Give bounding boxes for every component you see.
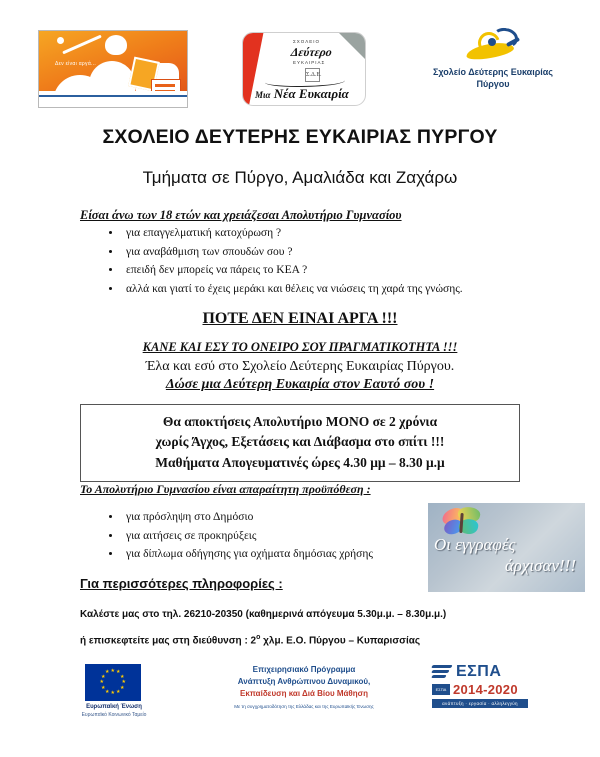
illustration-shape-head [105,35,127,55]
second-chance-card-logo [242,32,366,106]
espa-wordmark-row [432,663,537,681]
info-box-line-3: Μαθήματα Απογευματινές ώρες 4.30 μμ – 8.30 μ.μ [155,454,445,470]
espa-years: 2014-2020 [453,682,518,697]
figure-head [488,38,496,46]
card-script-text [255,86,363,102]
registrations-text [434,535,584,576]
illustration-slogan: Δεν είναι αργά... [55,61,97,67]
list-item: • για αναβάθμιση των σπουδών σου ? [122,243,552,262]
eu-caption [73,703,155,720]
card-top-label: ΣΧΟΛΕΙΟ [293,39,320,44]
programme-fine-print: Με τη συγχρηματοδότηση της Ελλάδας και της Ευρωπαϊκής Ένωσης [234,704,374,709]
lead-bullet-list [100,224,552,299]
slogan-never-too-late: ΠΟΤΕ ΔΕΝ ΕΙΝΑΙ ΑΡΓΑ !!! [202,310,398,327]
programme-line-2: Ανάπτυξη Ανθρώπινου Δυναμικού, [237,677,371,686]
eu-caption-line-1: Ευρωπαϊκή Ένωση [86,704,142,710]
contact-heading: Για περισσότερες πληροφορίες : [80,576,283,591]
contact-address-rest: χλμ. Ε.Ο. Πύργου – Κυπαρισσίας [260,635,421,647]
card-script-main: Νέα Ευκαιρία [273,86,349,101]
programme-line-3: Εκπαίδευση και Διά Βίου Μάθηση [239,689,369,698]
eu-star-icon: ★ [120,674,125,680]
eu-star-icon: ★ [110,669,115,674]
eu-star-icon: ★ [116,689,121,695]
footer-logos [0,660,600,730]
espa-years-row [432,682,537,697]
info-box-line-2: χωρίς Άγχος, Εξετάσεις και Διάβασμα στο σπίτι !!! [155,434,445,450]
eu-star-icon: ★ [121,680,126,685]
contact-address-line [80,634,540,646]
registrations-line-2: άρχισαν!!! [504,555,576,575]
contact-address-ordinal: ο [256,634,261,641]
programme-line-1: Επιχειρησιακό Πρόγραμμα [252,665,356,674]
contact-phone-prefix: Καλέστε μας στο τηλ. [80,609,184,620]
contact-phone-hours: (καθημερινά απόγευμα 5.30μ.μ. – 8.30μ.μ.) [242,609,447,620]
card-script-small: Μια [255,90,271,100]
header-logos [0,18,600,118]
list-item: • για πρόσληψη στο Δημόσιο [122,508,452,527]
espa-logo [432,663,537,707]
espa-wordmark: ΕΣΠΑ [456,663,502,680]
lead-heading: Είσαι άνω των 18 ετών και χρειάζεσαι Απολυτήριο Γυμνασίου [80,208,402,222]
registrations-line-1: Οι εγγραφές [434,535,516,554]
operational-programme-text [196,664,412,711]
illustration-bottom-band [39,91,187,107]
page-subtitle: Τμήματα σε Πύργο, Αμαλιάδα και Ζαχάρω [142,168,458,187]
list-item: • για επαγγελματική κατοχύρωση ? [122,224,552,243]
contact-address-prefix: ή επισκεφτείτε μας στη διεύθυνση : 2 [80,635,257,647]
espa-mini-badge: ΕΣΠΑ [432,684,450,695]
eu-star-icon: ★ [100,685,106,691]
espa-swoosh-icon [432,664,452,680]
registrations-open-graphic [428,503,585,592]
eu-star-icon: ★ [120,685,125,691]
card-handwritten-word: Δεύτερο [290,45,333,59]
eu-star-icon: ★ [110,691,115,696]
page-title: ΣΧΟΛΕΙΟ ΔΕΥΤΕΡΗΣ ΕΥΚΑΙΡΙΑΣ ΠΥΡΓΟΥ [102,126,498,148]
list-item: • αλλά και γιατί το έχεις μεράκι και θέλεις να νιώσεις τη χαρά της γνώσης. [122,280,552,299]
list-item: • για δίπλωμα οδήγησης για οχήματα δημόσιας χρήσης [122,545,452,564]
sde-pyrgou-line2: Πύργου [476,79,510,90]
eu-flag-icon [85,664,141,701]
contact-phone-number: 26210-20350 [183,609,243,620]
eu-star-icon: ★ [100,674,106,680]
illustration-shape-arm [62,35,102,55]
eu-star-icon: ★ [105,670,110,676]
requirement-bullet-list [100,508,452,564]
eu-star-icon: ★ [99,680,104,685]
eu-caption-line-2: Ευρωπαϊκό Κοινωνικό Ταμείο [81,712,147,718]
highlight-info-box [80,404,520,482]
card-grey-corner [339,33,365,59]
espa-tagline: ανάπτυξη · εργασία · αλληλεγγύη [432,699,528,708]
info-box-line-1: Θα αποκτήσεις Απολυτήριο ΜΟΝΟ σε 2 χρόνια [162,414,438,429]
slogan-come-join: Έλα και εσύ στο Σχολείο Δεύτερης Ευκαιρίας Πύργου. [145,359,455,374]
list-item: • επειδή δεν μπορείς να πάρεις το ΚΕΑ ? [122,261,552,280]
eu-star-icon: ★ [116,670,121,676]
contact-phone-line [80,609,540,620]
illustration-shape-hand [57,37,64,44]
running-figure-icon [462,26,524,62]
slogan-make-dream-reality: ΚΑΝΕ ΚΑΙ ΕΣΥ ΤΟ ΟΝΕΙΡΟ ΣΟΥ ΠΡΑΓΜΑΤΙΚΟΤΗΤΑ !!! [142,340,458,354]
card-bottom-label: ΕΥΚΑΙΡΙΑΣ [293,60,326,65]
sde-pyrgou-line1: Σχολείο Δεύτερης Ευκαιρίας [433,67,553,77]
card-badge: Σ.Δ.Ε. [305,68,320,82]
sde-pyrgou-logo [408,26,578,110]
eu-star-icon: ★ [105,689,110,695]
sde-illustration-logo [38,30,188,108]
list-item: • για αιτήσεις σε προκηρύξεις [122,527,452,546]
slogan-give-yourself-chance: Δώσε μια Δεύτερη Ευκαιρία στον Εαυτό σου ! [165,377,435,392]
requirement-heading: Το Απολυτήριο Γυμνασίου είναι απαραίτητη προϋπόθεση : [80,482,371,496]
